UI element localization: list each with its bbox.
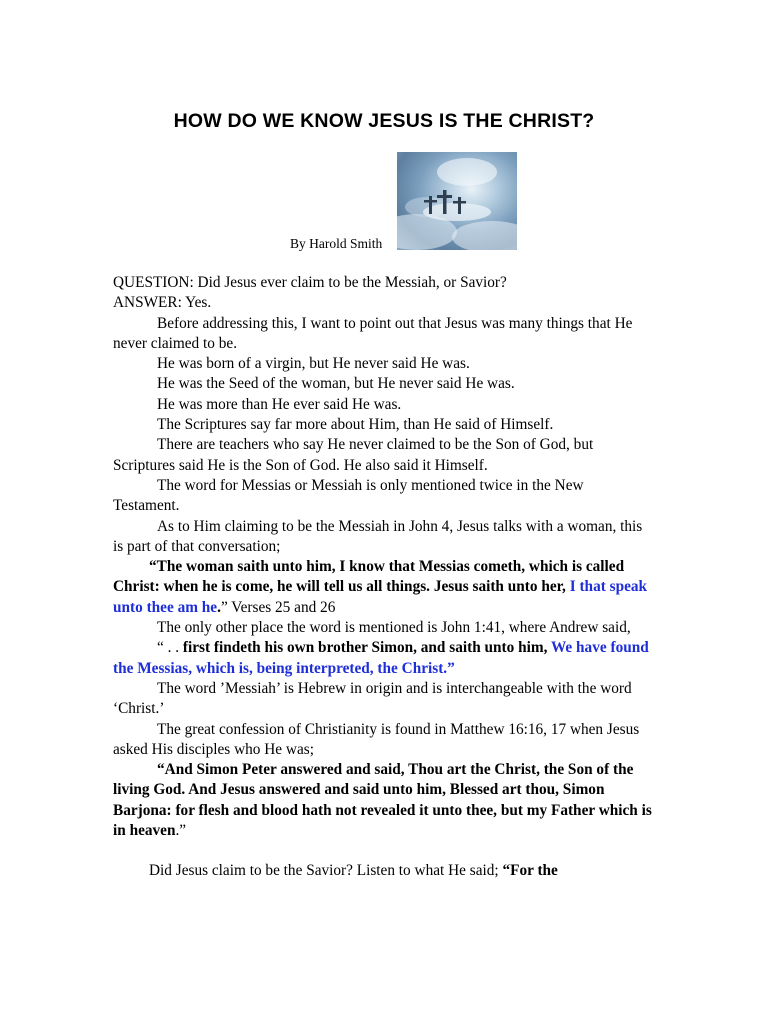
quote-john-4-period: . bbox=[217, 598, 221, 616]
quote-john-4-highlight: I that speak unto thee am he bbox=[113, 578, 648, 616]
paragraph-6: There are teachers who say He never claimed to be the Son of God, but Scriptures said He is the Son of God. He also said it Himself. bbox=[113, 436, 594, 474]
paragraph-12-text: Did Jesus claim to be the Savior? Listen to what He said; bbox=[149, 862, 503, 880]
paragraph-4: He was more than He ever said He was. bbox=[157, 395, 402, 413]
paragraph-gap bbox=[113, 841, 653, 861]
quote-john-4-reference: ” Verses 25 and 26 bbox=[220, 598, 336, 616]
quote-john-4-text: “The woman saith unto him, I know that Messias cometh, which is called Christ: when he is come, he will tell us all things. Jesus saith unto her, bbox=[113, 558, 625, 596]
quote-john-1 bbox=[113, 638, 653, 679]
paragraph-12-quote: “For the bbox=[502, 862, 558, 880]
paragraph-1: Before addressing this, I want to point out that Jesus was many things that He never claimed to be. bbox=[113, 314, 633, 352]
quote-john-1-text: first findeth his own brother Simon, and saith unto him, bbox=[182, 639, 551, 657]
quote-matthew-16 bbox=[113, 760, 653, 841]
quote-matthew-16-end: .” bbox=[175, 822, 187, 840]
quote-john-1-highlight: We have found the Messias, which is, being interpreted, the Christ.” bbox=[113, 639, 649, 677]
article-body bbox=[113, 273, 653, 882]
paragraph-12 bbox=[113, 861, 653, 881]
paragraph-3: He was the Seed of the woman, but He never said He was. bbox=[157, 375, 515, 393]
quote-matthew-16-text: “And Simon Peter answered and said, Thou art the Christ, the Son of the living God. And Jesus answered and said unto him, Blessed art thou, Simon Barjona: for flesh and blood hath not revealed it unto thee, but my Father which is in heaven bbox=[113, 761, 652, 840]
author-byline: By Harold Smith bbox=[290, 236, 383, 251]
crosses-image bbox=[397, 152, 517, 250]
paragraph-2: He was born of a virgin, but He never said He was. bbox=[157, 355, 470, 373]
paragraph-9: The only other place the word is mentioned is John 1:41, where Andrew said, bbox=[157, 619, 631, 637]
paragraph-11: The great confession of Christianity is found in Matthew 16:16, 17 when Jesus asked His disciples who He was; bbox=[113, 720, 640, 758]
crosses-illustration bbox=[397, 152, 517, 250]
paragraph-7: The word for Messias or Messiah is only mentioned twice in the New Testament. bbox=[113, 476, 584, 515]
page-title: HOW DO WE KNOW JESUS IS THE CHRIST? bbox=[173, 110, 595, 132]
question-line: QUESTION: Did Jesus ever claim to be the Messiah, or Savior? bbox=[113, 274, 507, 291]
answer-line: ANSWER: Yes. bbox=[113, 294, 212, 312]
paragraph-5: The Scriptures say far more about Him, than He said of Himself. bbox=[157, 416, 554, 434]
quote-john-4 bbox=[113, 557, 653, 618]
paragraph-8: As to Him claiming to be the Messiah in John 4, Jesus talks with a woman, this is part of that conversation; bbox=[113, 517, 643, 555]
quote-john-1-open: “ . . bbox=[157, 639, 183, 657]
paragraph-10: The word ’Messiah’ is Hebrew in origin and is interchangeable with the word ‘Christ.’ bbox=[113, 679, 632, 718]
